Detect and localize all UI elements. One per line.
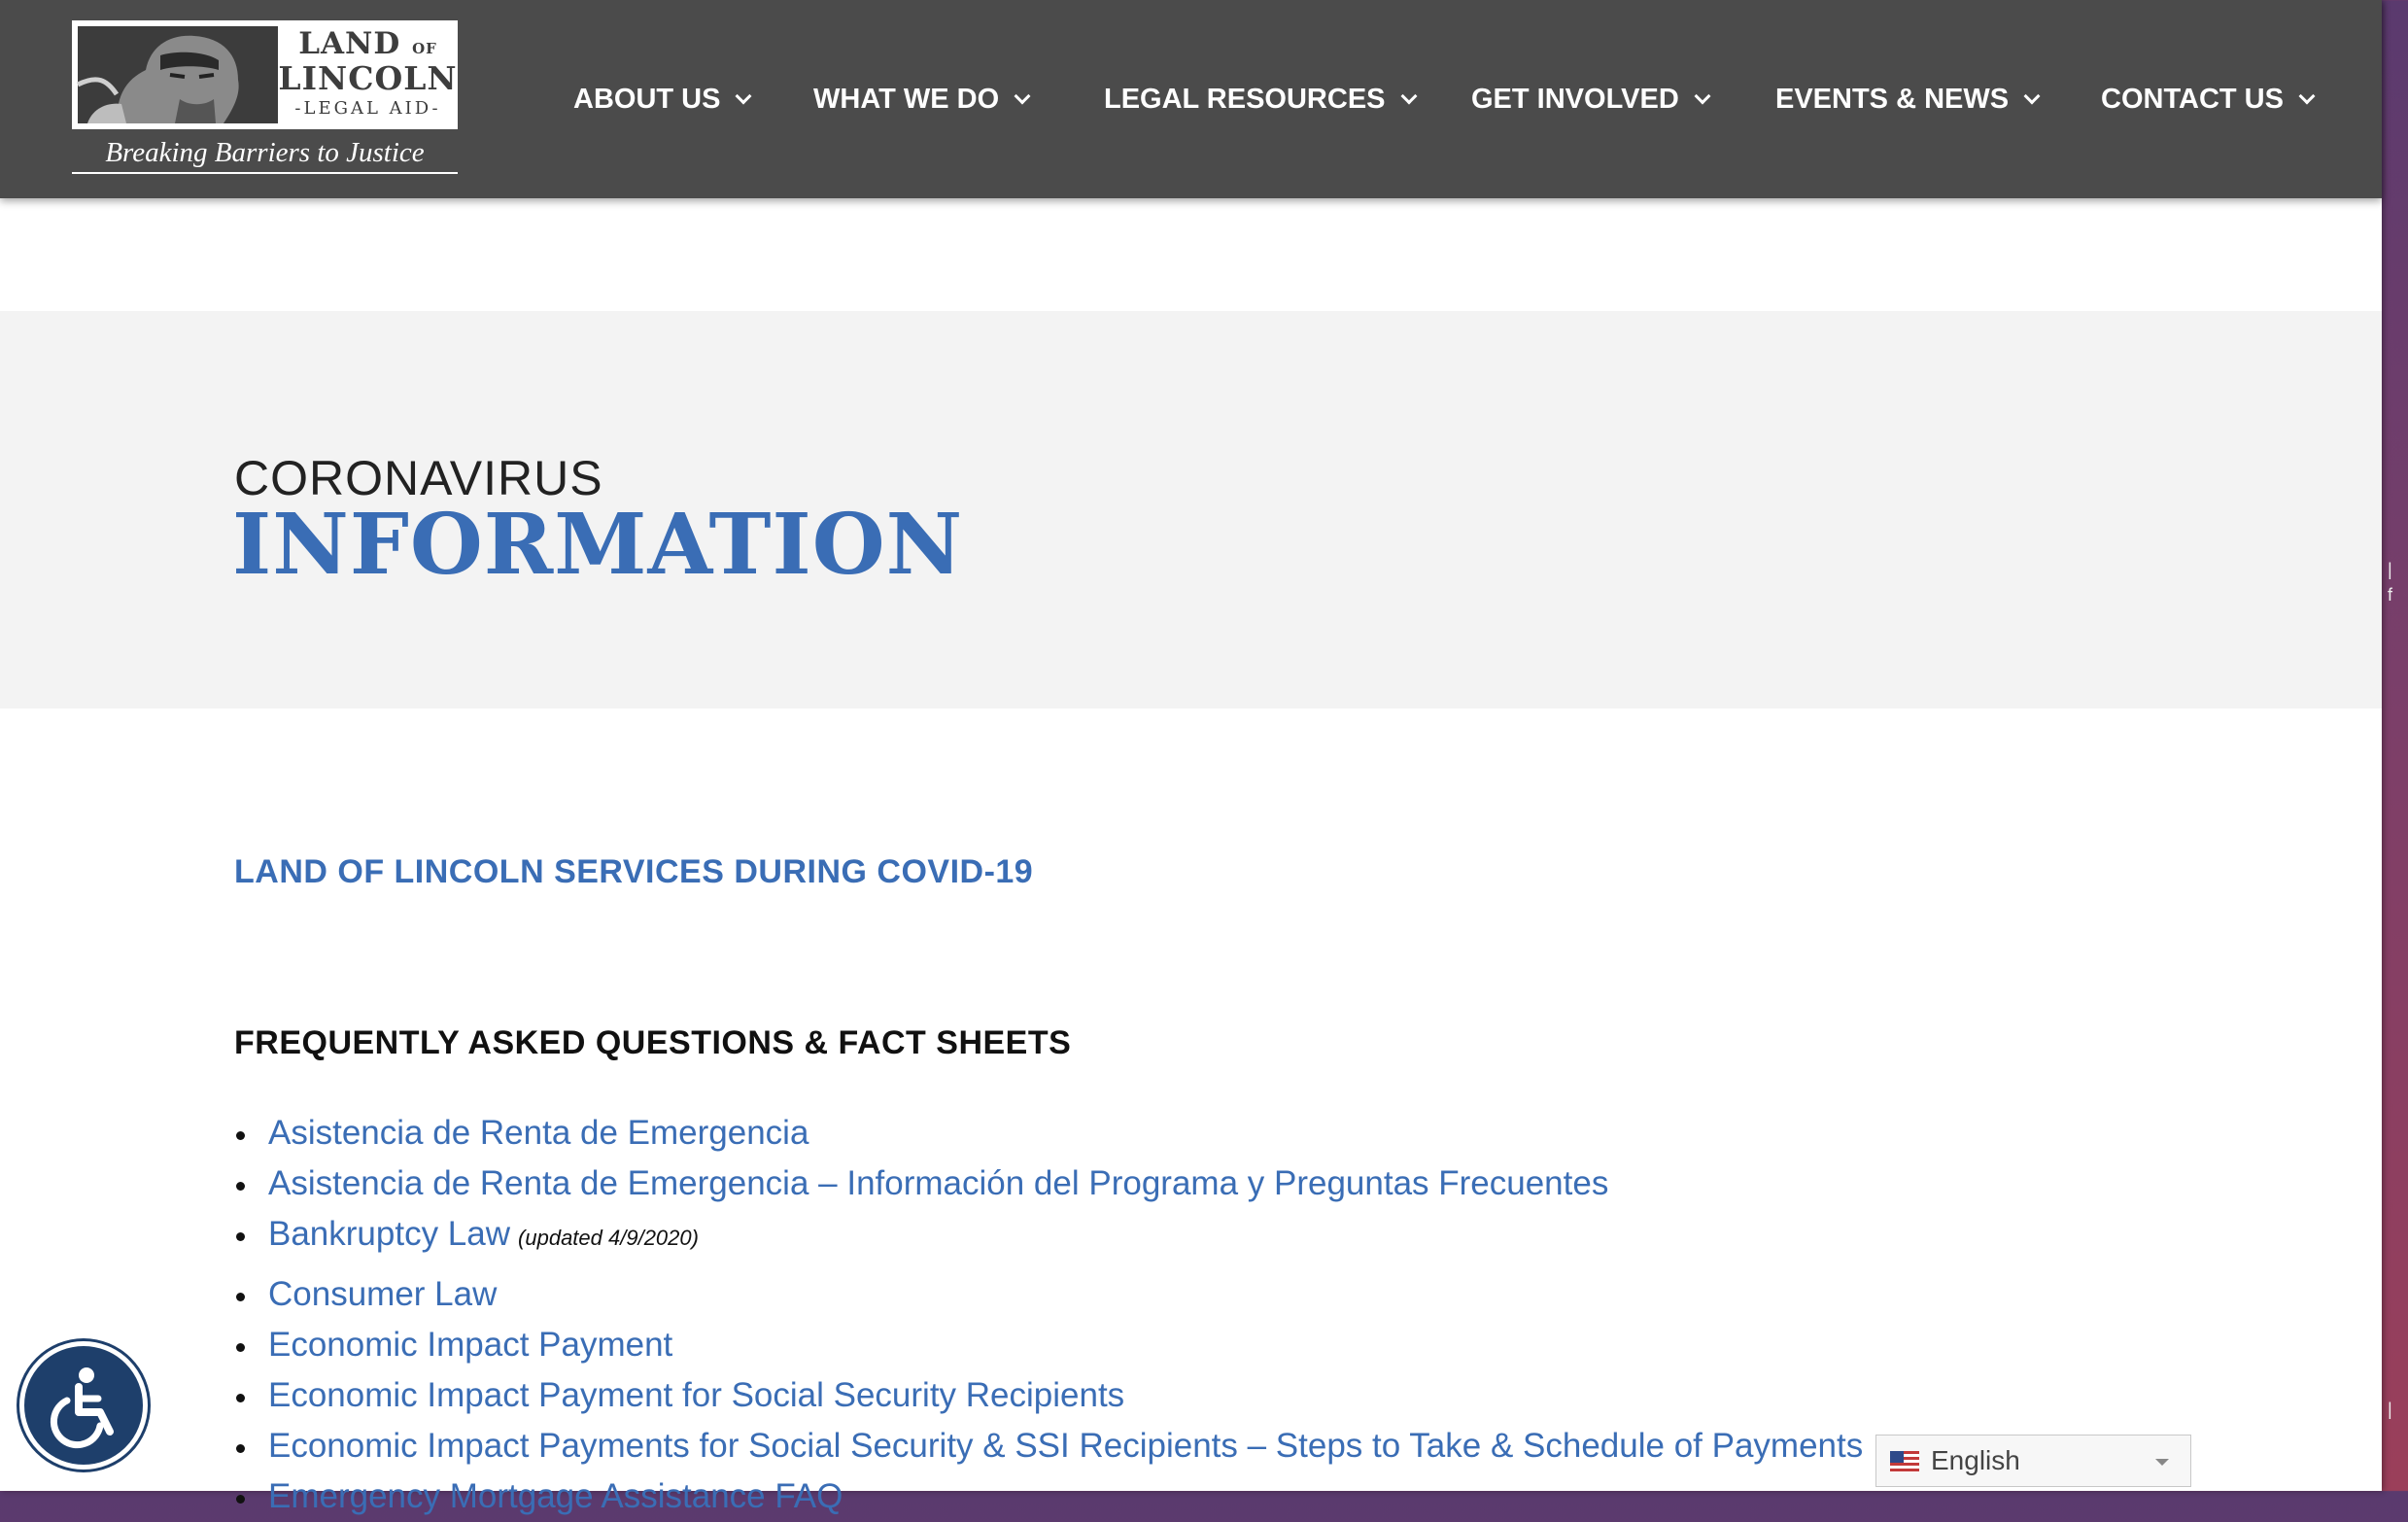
nav-label: CONTACT US bbox=[2101, 84, 2284, 115]
main-navigation bbox=[0, 78, 2382, 121]
faq-item-economic-impact[interactable] bbox=[234, 1320, 2178, 1370]
wheelchair-icon bbox=[40, 1362, 127, 1449]
faq-link[interactable]: Bankruptcy Law bbox=[268, 1215, 511, 1253]
desktop-edge bbox=[2382, 0, 2408, 1491]
edge-glyph: | bbox=[2388, 560, 2392, 579]
chevron-down-icon bbox=[2298, 88, 2315, 105]
faq-heading: FREQUENTLY ASKED QUESTIONS & FACT SHEETS bbox=[234, 1024, 1072, 1061]
nav-label: GET INVOLVED bbox=[1471, 84, 1679, 115]
page-hero bbox=[0, 311, 2382, 709]
chevron-down-icon bbox=[736, 88, 752, 105]
logo-line1: LAND bbox=[298, 26, 401, 61]
faq-link[interactable]: Consumer Law bbox=[268, 1275, 498, 1313]
us-flag-icon bbox=[1890, 1451, 1919, 1472]
faq-item-bankruptcy[interactable] bbox=[234, 1209, 2178, 1263]
chevron-down-icon bbox=[1400, 88, 1417, 105]
nav-label: LEGAL RESOURCES bbox=[1104, 84, 1386, 115]
nav-label: ABOUT US bbox=[573, 84, 721, 115]
edge-glyph: | bbox=[2388, 1400, 2392, 1419]
accessibility-button[interactable] bbox=[19, 1341, 148, 1470]
faq-link[interactable]: Asistencia de Renta de Emergencia – Información del Programa y Preguntas Frecuentes bbox=[268, 1164, 1609, 1202]
nav-get-involved[interactable] bbox=[1471, 78, 1708, 121]
logo-line1-small: OF bbox=[412, 40, 437, 57]
chevron-down-icon bbox=[2024, 88, 2041, 105]
faq-item-consumer-law[interactable] bbox=[234, 1269, 2178, 1320]
page-title: INFORMATION bbox=[232, 496, 964, 594]
chevron-down-icon bbox=[1694, 88, 1710, 105]
edge-glyph: f bbox=[2388, 585, 2393, 605]
faq-link[interactable]: Economic Impact Payment for Social Security Recipients bbox=[268, 1376, 1125, 1414]
faq-item-economic-impact-ss[interactable] bbox=[234, 1370, 2178, 1421]
nav-about-us[interactable] bbox=[573, 78, 749, 121]
caret-down-icon bbox=[2155, 1459, 2169, 1466]
language-label: English bbox=[1931, 1445, 2020, 1475]
language-select[interactable] bbox=[1875, 1435, 2191, 1487]
updated-note: (updated 4/9/2020) bbox=[518, 1226, 699, 1250]
nav-label: WHAT WE DO bbox=[813, 84, 1000, 115]
hero-eyebrow: CORONAVIRUS bbox=[234, 451, 603, 505]
nav-legal-resources[interactable] bbox=[1104, 78, 1415, 121]
faq-item-rent-assistance[interactable] bbox=[234, 1108, 2178, 1159]
chevron-down-icon bbox=[1015, 88, 1031, 105]
covid-services-link[interactable]: LAND OF LINCOLN SERVICES DURING COVID-19 bbox=[234, 853, 1034, 890]
faq-item-rent-assistance-faq[interactable] bbox=[234, 1159, 2178, 1209]
faq-link[interactable]: Asistencia de Renta de Emergencia bbox=[268, 1114, 809, 1152]
logo-line3: -LEGAL AID- bbox=[294, 98, 441, 119]
logo-line2: LINCOLN bbox=[278, 59, 458, 97]
site-header bbox=[0, 0, 2382, 198]
nav-events-news[interactable] bbox=[1775, 78, 2038, 121]
faq-link[interactable]: Economic Impact Payments for Social Security & SSI Recipients – Steps to Take & Schedule of Payments bbox=[268, 1427, 1864, 1465]
logo-tagline: Breaking Barriers to Justice bbox=[72, 133, 458, 174]
faq-link[interactable]: Economic Impact Payment bbox=[268, 1326, 673, 1364]
nav-label: EVENTS & NEWS bbox=[1775, 84, 2010, 115]
nav-contact-us[interactable] bbox=[2101, 78, 2313, 121]
faq-link[interactable]: Emergency Mortgage Assistance FAQ bbox=[268, 1477, 843, 1515]
nav-what-we-do[interactable] bbox=[813, 78, 1028, 121]
